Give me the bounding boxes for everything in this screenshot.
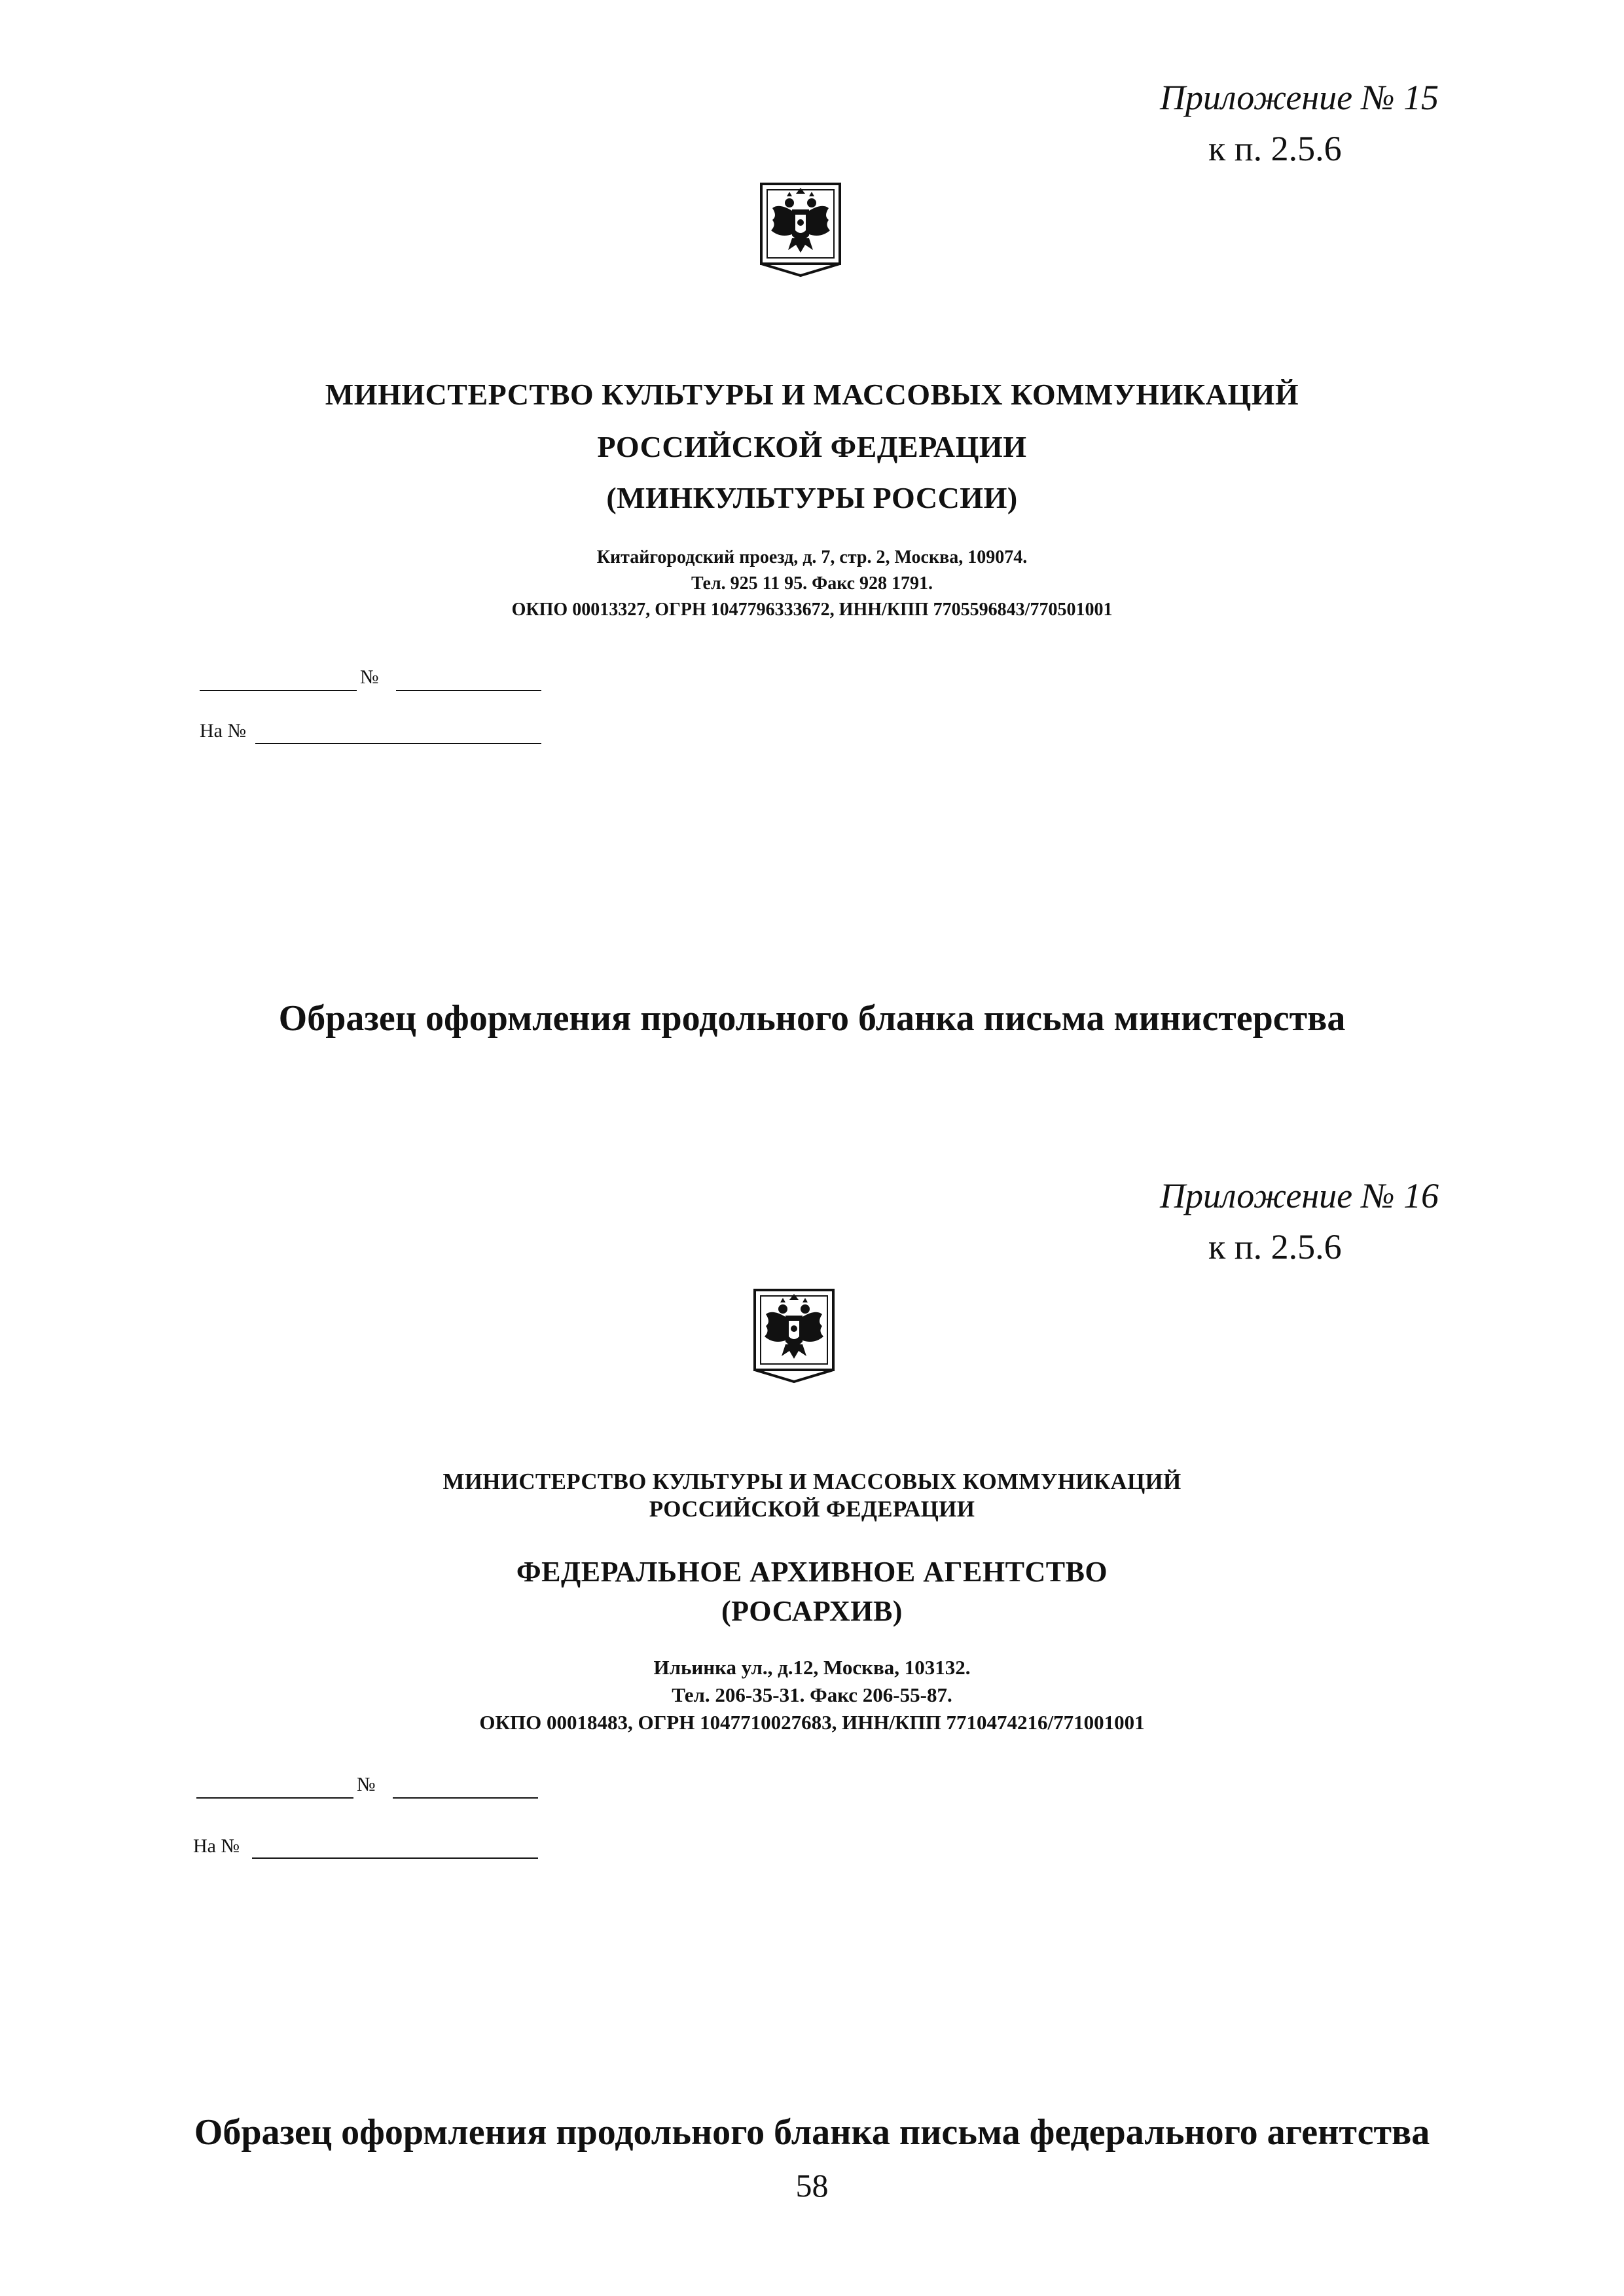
- number-sign: №: [357, 1774, 376, 1795]
- russian-coat-of-arms-icon: [753, 1288, 835, 1384]
- agency-short-name: (РОСАРХИВ): [721, 1595, 903, 1627]
- date-field-line: [200, 690, 357, 691]
- ministry-address: Китайгородский проезд, д. 7, стр. 2, Москва, 109074.: [596, 547, 1028, 567]
- ministry-codes: ОКПО 00013327, ОГРН 1047796333672, ИНН/КПП 7705596843/770501001: [511, 600, 1113, 620]
- page-number: 58: [795, 2167, 829, 2204]
- agency-ministry-line2: РОССИЙСКОЙ ФЕДЕРАЦИИ: [649, 1496, 975, 1522]
- agency-name: ФЕДЕРАЛЬНОЕ АРХИВНОЕ АГЕНТСТВО: [516, 1556, 1108, 1588]
- russian-coat-of-arms-icon: [759, 182, 842, 278]
- date-field-line: [196, 1797, 353, 1799]
- caption-ministry: Образец оформления продольного бланка письма министерства: [278, 998, 1346, 1039]
- reply-number-line: [255, 743, 541, 744]
- reply-to-label: На №: [200, 720, 247, 742]
- ministry-name-line1: МИНИСТЕРСТВО КУЛЬТУРЫ И МАССОВЫХ КОММУНИКАЦИЙ: [325, 378, 1299, 411]
- number-sign: №: [360, 666, 379, 688]
- ministry-name-line2: РОССИЙСКОЙ ФЕДЕРАЦИИ: [597, 430, 1027, 463]
- appendix-15-title: Приложение № 15: [1160, 78, 1439, 117]
- agency-codes: ОКПО 00018483, ОГРН 1047710027683, ИНН/КПП 7710474216/771001001: [479, 1711, 1145, 1734]
- agency-phone: Тел. 206-35-31. Факс 206-55-87.: [672, 1683, 952, 1706]
- caption-agency: Образец оформления продольного бланка письма федерального агентства: [194, 2112, 1430, 2153]
- number-field-line: [396, 690, 541, 691]
- agency-ministry-line1: МИНИСТЕРСТВО КУЛЬТУРЫ И МАССОВЫХ КОММУНИКАЦИЙ: [442, 1469, 1182, 1494]
- reply-to-label: На №: [193, 1835, 240, 1857]
- agency-address: Ильинка ул., д.12, Москва, 103132.: [653, 1656, 971, 1679]
- ministry-phone: Тел. 925 11 95. Факс 928 1791.: [691, 573, 933, 594]
- appendix-16-ref: к п. 2.5.6: [1208, 1227, 1342, 1266]
- reply-number-line: [252, 1857, 538, 1859]
- appendix-16-title: Приложение № 16: [1160, 1176, 1439, 1215]
- number-field-line: [393, 1797, 538, 1799]
- appendix-15-ref: к п. 2.5.6: [1208, 129, 1342, 168]
- ministry-short-name: (МИНКУЛЬТУРЫ РОССИИ): [606, 481, 1018, 514]
